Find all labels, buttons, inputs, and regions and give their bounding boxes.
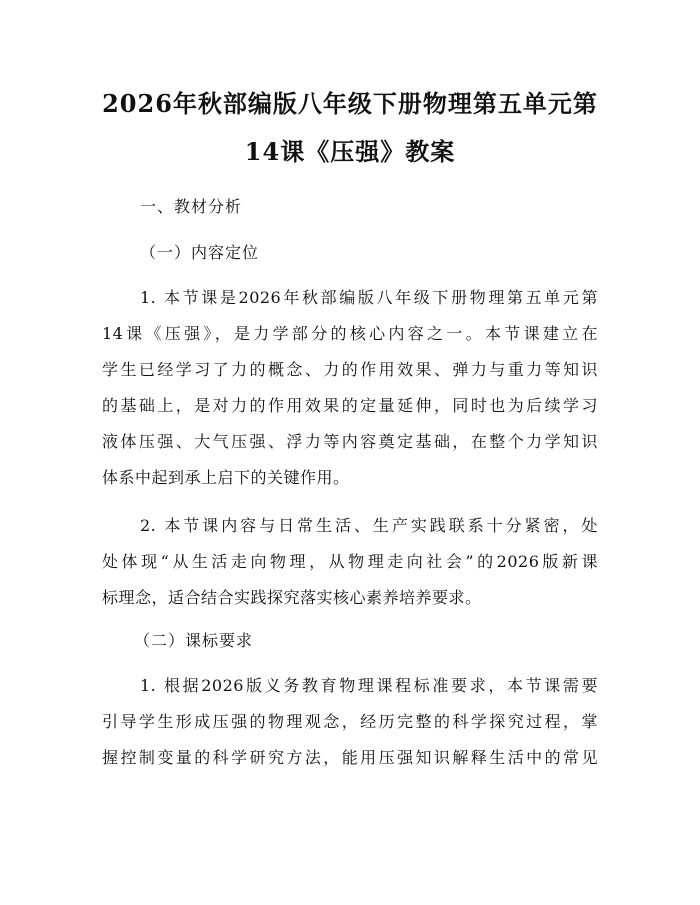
paragraph-line: 2. 本节课内容与日常生活、生产实践联系十分紧密，处 (140, 516, 598, 535)
paragraph-line: 的基础上，是对力的作用效果的定量延伸，同时也为后续学习 (102, 396, 598, 415)
paragraph-line: 1. 本节课是2026年秋部编版八年级下册物理第五单元第 (140, 288, 598, 307)
paragraph-line: 标理念，适合结合实践探究落实核心素养培养要求。 (102, 588, 482, 607)
paragraph-content-positioning-1 (102, 280, 598, 496)
subsection-heading-curriculum-requirements: （二）课标要求 (134, 631, 254, 650)
subsection-heading-content-positioning: （一）内容定位 (140, 243, 260, 262)
paragraph-line: 握控制变量的科学研究方法，能用压强知识解释生活中的常见 (102, 748, 598, 767)
paragraph-line: 1. 根据2026版义务教育物理课程标准要求，本节课需要 (140, 676, 598, 695)
paragraph-curriculum-requirements-1 (102, 668, 598, 776)
document-title-line-2: 14课《压强》教案 (244, 137, 456, 166)
paragraph-line: 学生已经学习了力的概念、力的作用效果、弹力与重力等知识 (102, 360, 598, 379)
paragraph-line: 液体压强、大气压强、浮力等内容奠定基础，在整个力学知识 (102, 432, 598, 451)
paragraph-line: 14课《压强》，是力学部分的核心内容之一。本节课建立在 (102, 324, 598, 343)
paragraph-line: 引导学生形成压强的物理观念，经历完整的科学探究过程，掌 (102, 712, 598, 731)
paragraph-content-positioning-2 (102, 508, 598, 616)
document-title-line-1: 2026年秋部编版八年级下册物理第五单元第 (102, 89, 598, 118)
section-heading-textbook-analysis: 一、教材分析 (140, 197, 243, 216)
paragraph-line: 体系中起到承上启下的关键作用。 (102, 468, 350, 487)
paragraph-line: 处体现“从生活走向物理，从物理走向社会”的2026版新课 (102, 552, 598, 571)
